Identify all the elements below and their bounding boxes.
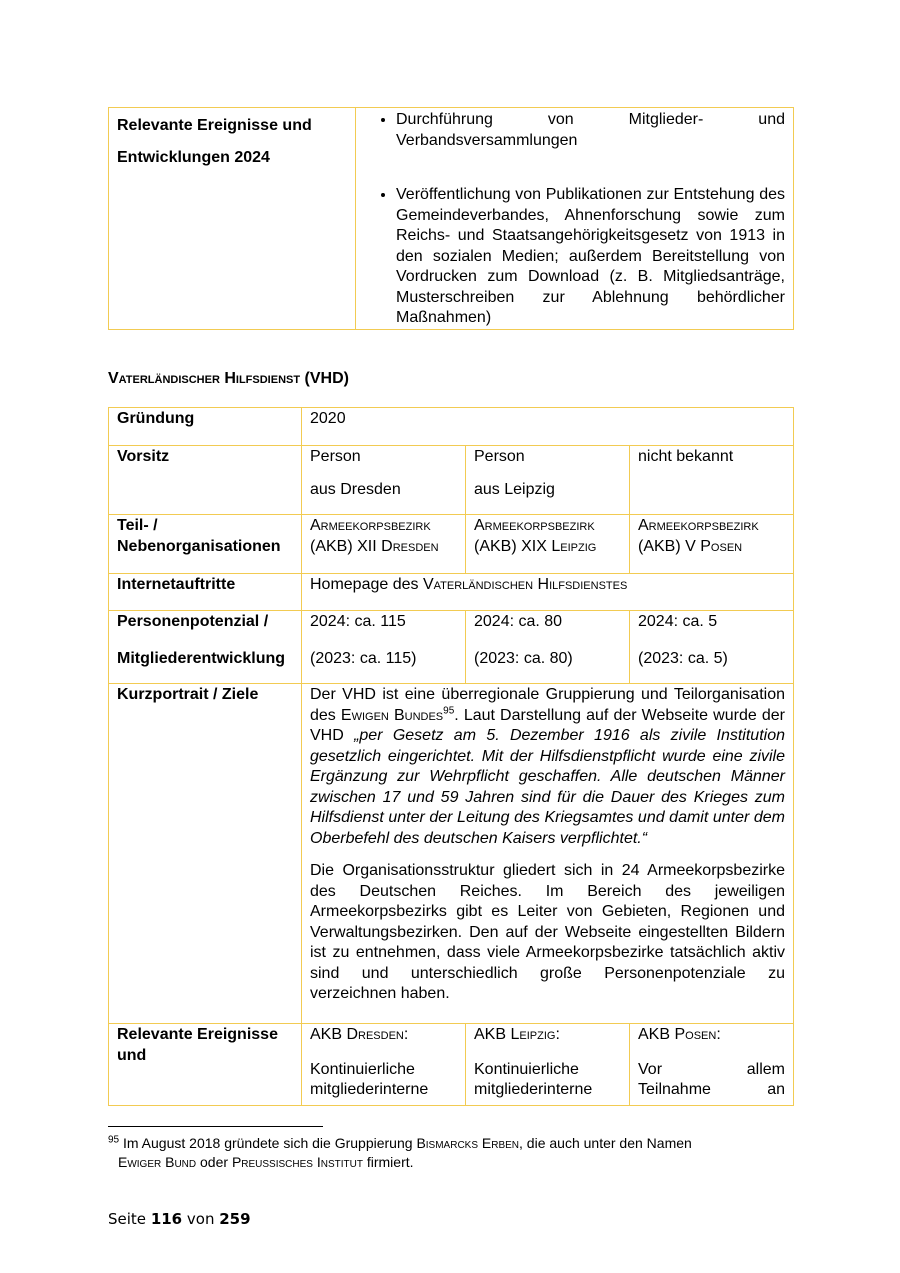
ereignisse-text-line1: Kontinuierliche <box>474 1060 579 1078</box>
personen-label <box>109 611 302 684</box>
vorsitz-label: Vorsitz <box>109 446 302 515</box>
kurzportrait-label: Kurzportrait / Ziele <box>109 684 302 1024</box>
footnote-divider <box>108 1126 323 1127</box>
ereignisse-suffix: : <box>716 1026 721 1043</box>
kurzportrait-p1-org: Ewigen Bundes <box>340 706 444 724</box>
internet-row <box>109 574 794 611</box>
events-bullet-item: • Veröffentlichung von Publikationen zur Entstehung des Gemeindeverbandes, Ahnenforschung sowie zum Reichs- und Staatsangehörigkeitsgesetz von 1913 in den sozialen Medien; außerdem Bereitstellung von Vordrucken zum Download (z. B. Mitgliedsanträge, Musterschreiben zur Ablehnung behördlicher Maßnahmen) <box>396 185 785 329</box>
teilorg-name: Armeekorpsbezirk <box>638 517 759 534</box>
ereignisse-akb: AKB <box>310 1026 343 1043</box>
kurzportrait-p1-start: Der VHD ist eine überregionale Gruppierung und Teilorganisation des <box>310 686 785 724</box>
section-heading <box>108 370 349 388</box>
teilorg-label-line2: Nebenorganisationen <box>117 537 281 555</box>
ereignisse-text-line1: Kontinuierliche <box>310 1060 415 1078</box>
ereignisse-text-line2: mitgliederinterne <box>310 1081 429 1098</box>
ereignisse-cell <box>630 1024 794 1106</box>
personen-cell <box>630 611 794 684</box>
teilorg-city: Leipzig <box>551 537 597 555</box>
teilorg-label-line1: Teil- / <box>117 517 158 534</box>
vorsitz-cell <box>466 446 630 515</box>
footnote-text-end: firmiert. <box>362 1154 414 1170</box>
gruendung-label: Gründung <box>109 408 302 446</box>
vorsitz-line2: aus Dresden <box>310 480 401 498</box>
events-label-cell <box>109 108 356 330</box>
footnote-reference[interactable]: 95 <box>443 705 455 717</box>
footnote-org3: Preußisches Institut <box>231 1154 363 1170</box>
teilorg-city: Posen <box>700 537 743 555</box>
personen-current: 2024: ca. 115 <box>310 613 406 630</box>
vorsitz-line1: nicht bekannt <box>638 448 734 465</box>
teilorg-cell <box>302 515 466 574</box>
footnote-text-start: Im August 2018 gründete sich die Gruppierung <box>119 1135 413 1151</box>
ereignisse-label-line1: Relevante Ereignisse <box>117 1026 278 1043</box>
events-row <box>109 108 794 330</box>
ereignisse-cell <box>466 1024 630 1106</box>
personen-cell <box>302 611 466 684</box>
vorsitz-line1: Person <box>310 448 361 465</box>
page-number <box>108 1210 251 1228</box>
teilorg-prefix: (AKB) XII <box>310 537 377 555</box>
personen-previous: (2023: ca. 80) <box>474 649 573 667</box>
section-heading-abbr: (VHD) <box>304 370 349 387</box>
events-table <box>108 107 794 330</box>
ereignisse-label <box>109 1024 302 1106</box>
ereignisse-label-line2: und <box>117 1046 147 1064</box>
ereignisse-city: Leipzig <box>510 1026 556 1043</box>
footnote-text-mid: , die auch unter den Namen <box>519 1135 692 1151</box>
teilorg-cell <box>630 515 794 574</box>
kurzportrait-paragraph-1 <box>310 685 785 849</box>
internet-label: Internetauftritte <box>109 574 302 611</box>
ereignisse-text-line2: Teilnahme an <box>638 1081 785 1098</box>
vorsitz-row <box>109 446 794 515</box>
personen-previous: (2023: ca. 115) <box>310 649 417 667</box>
personen-cell <box>466 611 630 684</box>
kurzportrait-p1-mid: . Laut Darstellung auf der Webseite wurde der VHD <box>310 706 785 744</box>
internet-name: Vaterländischen Hilfsdienstes <box>422 576 628 593</box>
events-bullet-list <box>370 110 785 329</box>
page-total: 259 <box>219 1210 251 1228</box>
events-label-line1: Relevante Ereignisse und <box>117 117 312 134</box>
footnote-number: 95 <box>108 1134 120 1146</box>
footnote <box>108 1134 798 1172</box>
vorsitz-cell <box>630 446 794 515</box>
ereignisse-city: Posen <box>674 1026 717 1043</box>
ereignisse-text-line1: Vor allem <box>638 1060 785 1078</box>
personen-previous: (2023: ca. 5) <box>638 649 728 667</box>
personen-current: 2024: ca. 5 <box>638 613 718 630</box>
events-content-cell <box>356 108 794 330</box>
vorsitz-line2: aus Leipzig <box>474 480 555 498</box>
gruendung-row <box>109 408 794 446</box>
section-heading-title: Vaterländischer Hilfsdienst <box>108 370 301 387</box>
internet-prefix: Homepage des <box>310 576 419 593</box>
kurzportrait-paragraph-2: Die Organisationsstruktur gliedert sich in 24 Armeekorpsbezirke des Deutschen Reiches. Im Bereich des jeweiligen Armeekorpsbezirks gibt es Leiter von Gebieten, Regionen und Verwaltungsbezirken. Den auf der Webseite eingestellten Bildern ist zu entnehmen, dass viele Armeekorpsbezirke tatsächlich aktiv sind und unterschiedlich große Personenpotenziale zu verzeichnen haben. <box>310 862 785 1002</box>
ereignisse-suffix: : <box>403 1026 409 1043</box>
events-bullet-item: • Durchführung von Mitglieder- und Verbandsversammlungen <box>396 110 785 151</box>
kurzportrait-row <box>109 684 794 1024</box>
footnote-org2: Ewiger Bund <box>118 1154 197 1170</box>
kurzportrait-text <box>302 684 794 1024</box>
ereignisse-city: Dresden <box>346 1026 404 1043</box>
teilorg-city: Dresden <box>381 537 439 555</box>
vorsitz-cell <box>302 446 466 515</box>
vorsitz-line1: Person <box>474 448 525 465</box>
events-label-line2: Entwicklungen 2024 <box>117 149 270 166</box>
kurzportrait-p1-quote: „per Gesetz am 5. Dezember 1916 als zivile Institution gesetzlich eingerichtet. Mit der Hilfsdienstpflicht wurde eine zivile Ergänzung zur Wehrpflicht geschaffen. Alle deutschen Männer zwischen 17 und 59 Jahren sind für die Dauer des Krieges zum Hilfsdienst unter der Leitung des Kriegsamtes und damit unter dem Oberbefehl des deutschen Kaisers verpflichtet.“ <box>310 727 785 847</box>
personen-label-line2: Mitgliederentwicklung <box>117 649 286 667</box>
ereignisse-akb: AKB <box>638 1026 671 1043</box>
teilorg-prefix: (AKB) XIX <box>474 537 547 555</box>
internet-value <box>302 574 794 611</box>
page-prefix: Seite <box>108 1210 147 1228</box>
page-sep: von <box>186 1210 215 1228</box>
ereignisse-cell <box>302 1024 466 1106</box>
gruendung-value: 2020 <box>302 408 794 446</box>
ereignisse-text-line2: mitgliederinterne <box>474 1081 593 1098</box>
teilorg-cell <box>466 515 630 574</box>
ereignisse-akb: AKB <box>474 1026 507 1043</box>
page-current: 116 <box>150 1210 183 1228</box>
ereignisse-suffix: : <box>555 1026 560 1043</box>
personen-current: 2024: ca. 80 <box>474 613 563 630</box>
personen-row <box>109 611 794 684</box>
teilorg-row <box>109 515 794 574</box>
teilorg-prefix: (AKB) V <box>638 537 696 555</box>
teilorg-label <box>109 515 302 574</box>
footnote-org1: Bismarcks Erben <box>416 1135 520 1151</box>
vhd-table <box>108 407 794 1106</box>
personen-label-line1: Personenpotenzial / <box>117 613 269 630</box>
teilorg-name: Armeekorpsbezirk <box>310 517 431 534</box>
footnote-text-or: oder <box>196 1154 232 1170</box>
teilorg-name: Armeekorpsbezirk <box>474 517 595 534</box>
ereignisse-row <box>109 1024 794 1106</box>
